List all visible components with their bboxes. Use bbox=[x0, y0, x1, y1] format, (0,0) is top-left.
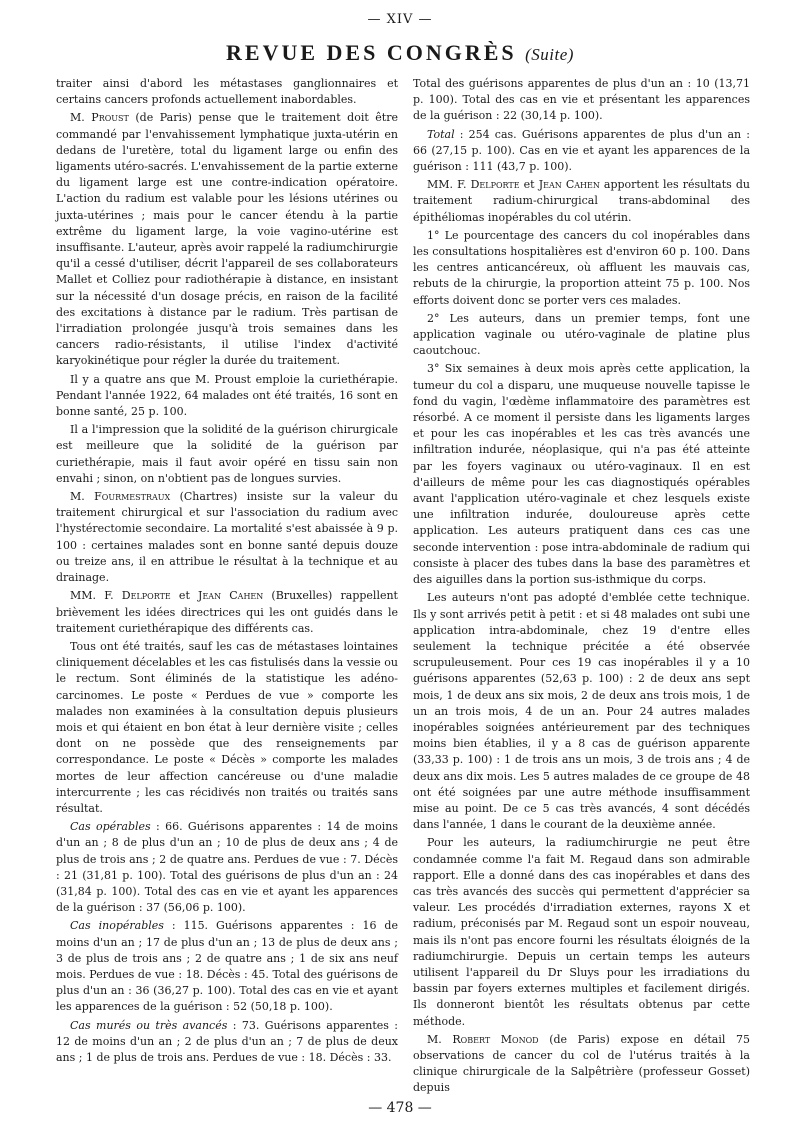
page-number: — 478 — bbox=[368, 1100, 432, 1116]
paragraph: Total : 254 cas. Guérisons apparentes de plus d'un an : 66 (27,15 p. 100). Cas en vie et ayant les apparences de la guérison : 111 (43,7 p. 100). bbox=[413, 127, 750, 174]
paragraph: Il a l'impression que la solidité de la guérison chirurgicale est meilleure que la solidité de la guérison par curiethérapie, mais il faut avoir opéré en tissu sain non envahi ; sinon, on n'obtient pas de longues survies. bbox=[56, 423, 398, 485]
title-suffix: (Suite) bbox=[525, 45, 574, 64]
author-name: Fourmestraux bbox=[94, 490, 171, 504]
paragraph: Cas murés ou très avancés : 73. Guérisons apparentes : 12 de moins d'un an ; 2 de plus d'un an ; 7 de plus de deux ans ; 1 de plus de trois ans. Perdues de vue : 18. Décès : 33. bbox=[56, 1018, 398, 1064]
paragraph: M. Robert Monod (de Paris) expose en détail 75 observations de cancer du col de l'utérus traités à la clinique chirurgicale de la Salpêtrière (professeur Gosset) depuis bbox=[413, 1032, 750, 1095]
case-label: Cas inopérables bbox=[70, 919, 164, 933]
paragraph: Total des guérisons apparentes de plus d'un an : 10 (13,71 p. 100). Total des cas en vie et présentant les apparences de la guérison : 22 (30,14 p. 100). bbox=[413, 77, 750, 123]
author-name: F. Delporte bbox=[104, 589, 171, 603]
page-title bbox=[0, 40, 800, 66]
paragraph: Il y a quatre ans que M. Proust emploie la curiethérapie. Pendant l'année 1922, 64 malades ont été traités, 16 sont en bonne santé, 25 p. 100. bbox=[56, 372, 398, 419]
case-label: Cas murés ou très avancés bbox=[70, 1018, 228, 1032]
paragraph: Cas opérables : 66. Guérisons apparentes : 14 de moins d'un an ; 8 de plus d'un an ; 10 de plus de deux ans ; 4 de plus de trois ans ; 2 de quatre ans. Perdues de vue : 7. Décès : 21 (31,81 p. 100). Total des guérisons de plus d'un an : 24 (31,84 p. 100). Total des cas en vie et ayant les apparences de la guérison : 37 (56,06 p. 100). bbox=[56, 820, 398, 915]
paragraph: 1° Le pourcentage des cancers du col inopérables dans les consultations hospitalières est d'environ 60 p. 100. Dans les centres anticancéreux, où affluent les mauvais cas, rebuts de la chirurgie, la proportion atteint 75 p. 100. Nos efforts doivent donc se porter vers ces malades. bbox=[413, 228, 750, 307]
roman-page-number: — XIV — bbox=[367, 12, 433, 27]
paragraph: MM. F. Delporte et Jean Cahen apportent les résultats du traitement radium-chirurgical trans-abdominal des épithéliomas inopérables du col utérin. bbox=[413, 178, 750, 224]
author-name: Jean Cahen bbox=[538, 178, 600, 192]
author-name: Proust bbox=[91, 111, 129, 125]
left-column bbox=[56, 76, 398, 1068]
paragraph: Pour les auteurs, la radiumchirurgie ne peut être condamnée comme l'a fait M. Regaud dans son admirable rapport. Elle a donné dans des cas inopérables et dans des cas très avancés des succès qui permettent d'apprécier sa valeur. Les procédés d'irradiation externes, rayons X et radium, préconisés par M. Regaud sont un espoir nouveau, mais ils n'ont pas encore fourni les résultats éloignés de la radiumchirurgie. Depuis un certain temps les auteurs utilisent l'appareil du Dr Sluys pour les irradiations du bassin par foyers externes multiples et facilement dirigés. Ils donneront bientôt les résultats obtenus par cette méthode. bbox=[413, 836, 750, 1028]
paragraph: Cas inopérables : 115. Guérisons apparentes : 16 de moins d'un an ; 17 de plus d'un an ; 13 de plus de deux ans ; 3 de plus de trois ans ; 2 de quatre ans ; 1 de six ans neuf mois. Perdues de vue : 18. Décès : 45. Total des guérisons de plus d'un an : 36 (36,27 p. 100). Total des cas en vie et ayant les apparences de la guérison : 52 (50,18 p. 100). bbox=[56, 919, 398, 1014]
paragraph: 3° Six semaines à deux mois après cette application, la tumeur du col a disparu, une muqueuse nouvelle tapisse le fond du vagin, l'œdème inflammatoire des paramètres est résorbé. A ce moment il persiste dans les ligaments larges et pour les cas inopérables et les cas très avancés une infiltration indurée, néoplasique, qui n'a pas été atteinte par les foyers vaginaux ou utéro-vaginaux. Il en est d'ailleurs de même pour les cas diagnostiqués opérables avant l'application utéro-vaginale et chez lesquels existe une infiltration indurée, douloureuse après cette application. Les auteurs pratiquent dans ces cas une seconde intervention : pose intra-abdominale de radium qui consiste à placer des tubes dans la base des paramètres et des aiguilles dans la portion sus-isthmique du corps. bbox=[413, 362, 750, 587]
paragraph: M. Fourmestraux (Chartres) insiste sur la valeur du traitement chirurgical et sur l'association du radium avec l'hystérectomie secondaire. La mortalité s'est abaissée à 9 p. 100 : certaines malades sont en bonne santé depuis douze ou treize ans, il en attribue le résultat à la technique et au drainage. bbox=[56, 490, 398, 585]
right-column bbox=[413, 76, 750, 1099]
author-name: Robert Monod bbox=[452, 1032, 539, 1046]
paragraph: MM. F. Delporte et Jean Cahen (Bruxelles) rappellent brièvement les idées directrices qui les ont guidés dans le traitement curiethérapique des différents cas. bbox=[56, 589, 398, 635]
paragraph: Tous ont été traités, sauf les cas de métastases lointaines cliniquement décelables et les cas fistulisés dans la vessie ou le rectum. Sont éliminés de la statistique les adéno-carcinomes. Le poste « Perdues de vue » comporte les malades non examinées à la consultation depuis plusieurs mois et qui étaient en bon état à leur dernière visite ; celles dont on ne possède que des renseignements par correspondance. Le poste « Décès » comporte les malades mortes de leur affection cancéreuse ou d'une maladie intercurrente ; les cas récidivés non traités ou traités sans résultat. bbox=[56, 639, 398, 815]
paragraph: traiter ainsi d'abord les métastases ganglionnaires et certains cancers profonds actuellement inabordables. bbox=[56, 77, 398, 107]
case-label: Cas opérables bbox=[70, 820, 151, 834]
paragraph: 2° Les auteurs, dans un premier temps, font une application vaginale ou utéro-vaginale de platine plus caoutchouc. bbox=[413, 311, 750, 358]
author-name: F. Delporte bbox=[457, 178, 520, 192]
author-name: Jean Cahen bbox=[198, 589, 264, 603]
paragraph: M. Proust (de Paris) pense que le traitement doit être commandé par l'envahissement lymphatique juxta-utérin en dedans de l'uretère, total du ligament large ou enfin des ligaments utéro-sacrés. L'envahissement de la partie externe du ligament large est une contre-indication opératoire. L'action du radium est valable pour les lésions utérines ou juxta-utérines ; mais pour le cancer étendu à la partie extrême du ligament large, la voie vagino-utérine est insuffisante. L'auteur, après avoir rappelé la radiumchirurgie qu'il a cessé d'utiliser, décrit l'appareil de ses collaborateurs Mallet et Colliez pour radiothérapie à distance, en insistant sur la nécessité d'un dosage précis, en raison de la facilité des excitations à distance par le radium. Très partisan de l'irradiation prolongée jusqu'à trois semaines dans les cancers radio-résistants, il utilise l'index d'activité karyokinétique pour régler la durée du traitement. bbox=[56, 111, 398, 368]
case-label: Total bbox=[427, 127, 455, 141]
paragraph: Les auteurs n'ont pas adopté d'emblée cette technique. Ils y sont arrivés petit à petit : et si 48 malades ont subi une application intra-abdominale, chez 19 d'entre elles seulement la technique précitée a été observée scrupuleusement. Pour ces 19 cas inopérables il y a 10 guérisons apparentes (52,63 p. 100) : 2 de deux ans sept mois, 1 de deux ans six mois, 2 de deux ans trois mois, 1 de un an trois mois, 4 de un an. Pour 24 autres malades inopérables soignées antérieurement par des techniques moins bien établies, il y a 8 cas de guérison apparente (33,33 p. 100) : 1 de trois ans un mois, 3 de trois ans ; 4 de deux ans dix mois. Les 5 autres malades de ce groupe de 48 ont été soignées par une autre méthode insuffisamment mise au point. De ce 5 cas très avancés, 4 sont décédés dans l'année, 1 dans le courant de la deuxième année. bbox=[413, 591, 750, 832]
title-text: REVUE DES CONGRÈS bbox=[226, 40, 517, 65]
